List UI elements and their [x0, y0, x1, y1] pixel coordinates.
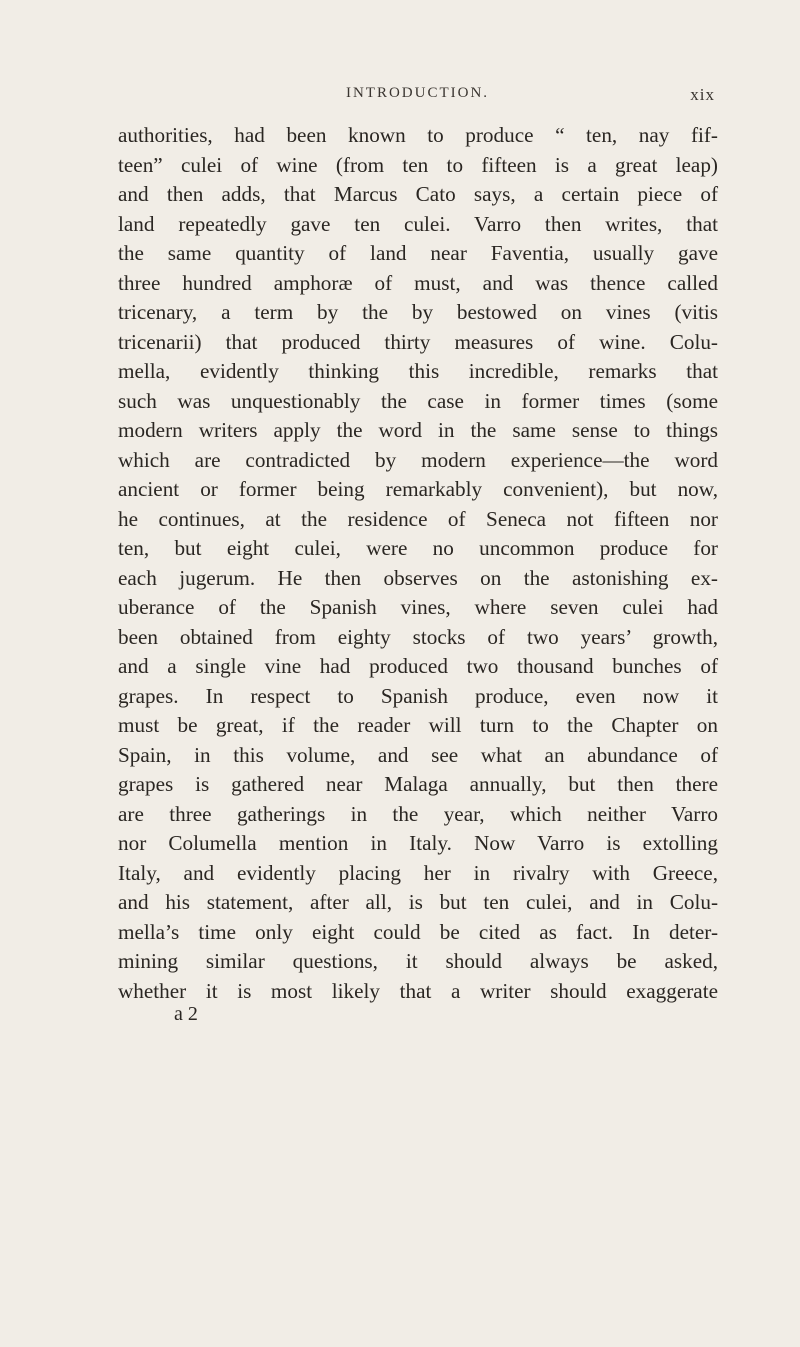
text-line: mella’s time only eight could be cited as fact. In deter-: [118, 919, 718, 944]
text-line: been obtained from eighty stocks of two years’ growth,: [118, 624, 718, 649]
text-line: authorities, had been known to produce “ ten, nay fif-: [118, 123, 718, 147]
text-line: such was unquestionably the case in former times (some: [118, 388, 718, 413]
page-number: xix: [690, 85, 715, 104]
text-line: which are contradicted by modern experience—the word: [118, 447, 718, 472]
text-line: ten, but eight culei, were no uncommon produce for: [118, 536, 718, 560]
text-line: Italy, and evidently placing her in rivalry with Greece,: [118, 860, 718, 885]
text-line: teen” culei of wine (from ten to fifteen is a great leap): [118, 152, 718, 177]
text-line: grapes. In respect to Spanish produce, even now it: [118, 683, 718, 708]
text-line: mella, evidently thinking this incredible, remarks that: [118, 359, 718, 383]
text-line: he continues, at the residence of Seneca not fifteen nor: [118, 506, 718, 531]
text-line: mining similar questions, it should always be asked,: [118, 949, 718, 973]
text-line: nor Columella mention in Italy. Now Varro is extolling: [118, 831, 718, 855]
running-title: INTRODUCTION.: [345, 85, 490, 101]
text-line: and then adds, that Marcus Cato says, a certain piece of: [118, 182, 718, 206]
text-line: whether it is most likely that a writer should exaggerate: [118, 978, 718, 1003]
text-line: land repeatedly gave ten culei. Varro then writes, that: [118, 211, 718, 236]
text-line: Spain, in this volume, and see what an abundance of: [118, 742, 718, 767]
text-line: uberance of the Spanish vines, where seven culei had: [118, 595, 718, 619]
body-paragraph: [118, 121, 718, 1006]
text-line: grapes is gathered near Malaga annually, but then there: [118, 772, 718, 796]
text-line: and his statement, after all, is but ten culei, and in Colu-: [118, 890, 718, 914]
text-line: must be great, if the reader will turn to the Chapter on: [118, 713, 718, 737]
text-line: tricenarii) that produced thirty measures of wine. Colu-: [118, 329, 718, 354]
text-line: ancient or former being remarkably convenient), but now,: [118, 477, 718, 501]
text-line: modern writers apply the word in the same sense to things: [118, 418, 718, 442]
text-line: the same quantity of land near Faventia, usually gave: [118, 241, 718, 265]
running-head: [120, 85, 715, 109]
signature-mark: a 2: [174, 1003, 198, 1025]
text-line: tricenary, a term by the by bestowed on vines (vitis: [118, 300, 718, 324]
text-line: three hundred amphoræ of must, and was thence called: [118, 270, 718, 295]
text-line: are three gatherings in the year, which neither Varro: [118, 801, 718, 826]
text-line: each jugerum. He then observes on the astonishing ex-: [118, 565, 718, 590]
text-line: and a single vine had produced two thousand bunches of: [118, 654, 718, 678]
